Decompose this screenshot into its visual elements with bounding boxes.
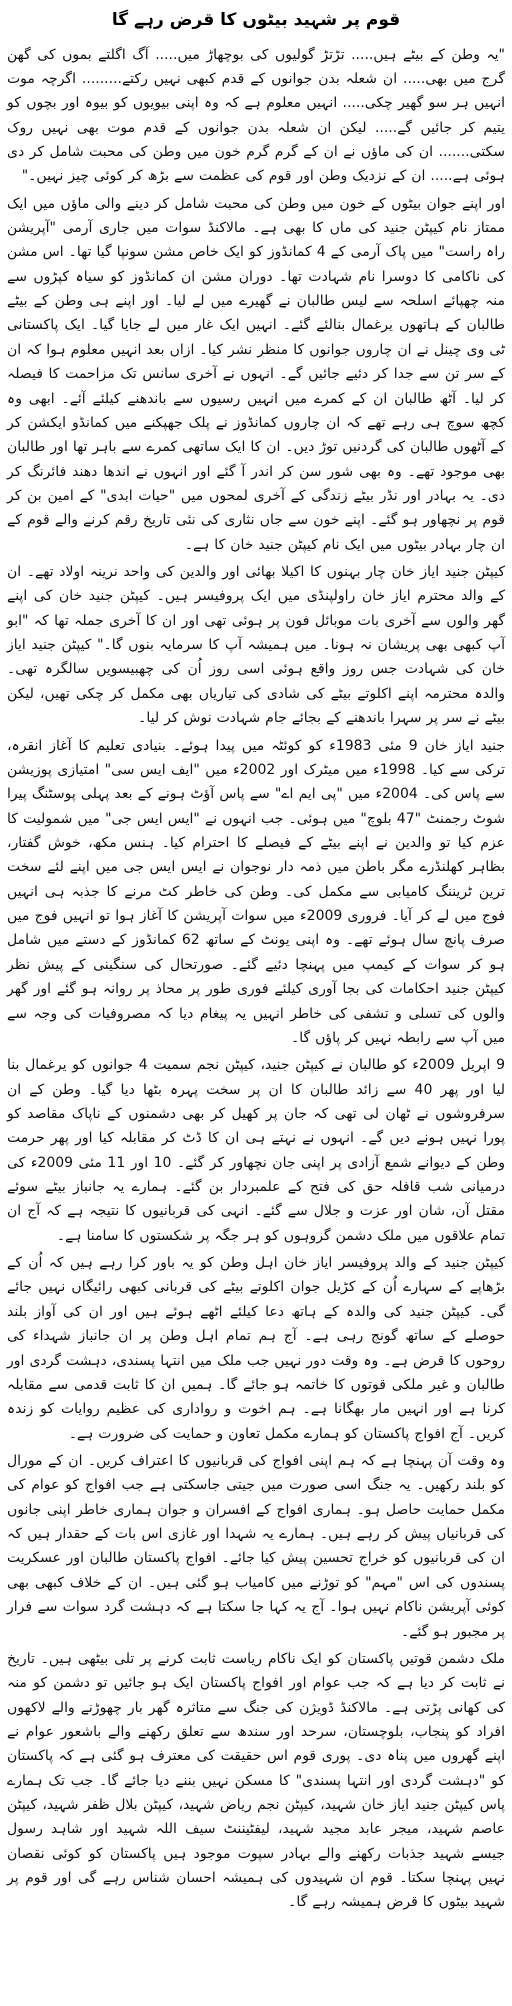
paragraph: 9 اپریل 2009ء کو طالبان نے کیپٹن جنید، کیپٹن نجم سمیت 4 جوانوں کو یرغمال بنا لیا اور پھر 40 سے زائد طالبان کا ان پر سخت پہرہ بٹھا دیا گیا۔ وطن کے ان سرفروشوں نے ٹھان لی تھی کہ جان پر کھیل کر بھی دشمنوں کے ناپاک مقاصد کو پورا نہیں ہونے دیں گے۔ انہوں نے نہتے ہی ان کا ڈٹ کر مقابلہ کیا اور پھر حرمت وطن کے دیوانے شمع آزادی پر اپنی جان نچھاور کر گئے۔ 10 اور 11 مئی 2009ء کی درمیانی شب قافلہ حق کی فتح کے علمبردار بن گئے۔ ہمارے یہ جانباز بیٹے سوئے مقتل آن، شان اور عزت و جلال سے گئے۔ انہی کی قربانیوں کا نتیجہ ہے کہ آج ان تمام علاقوں میں ملک دشمن گروہوں کو ہر جگہ پر شکستوں کا سامنا ہے۔ — [7, 1057, 506, 1244]
paragraph: کیپٹن جنید کے والد پروفیسر ایاز خان اہل وطن کو یہ باور کرا رہے ہیں کہ اُن کے بڑھاپے کے سہارے اُن کے کڑیل جوان اکلوتے بیٹے کی قربانی کبھی رائیگاں نہیں جائے گی۔ کیپٹن جنید کی والدہ کے ہاتھ دعا کیلئے اٹھے ہوئے ہیں اور ان کی آواز بلند حوصلے کے ساتھ گونج رہی ہے۔ آج ہم تمام اہل وطن پر ان جانباز شہداء کی روحوں کا قرض ہے۔ وہ وقت دور نہیں جب ملک میں انتہا پسندی، دہشت گردی اور طالبان و غیر ملکی قوتوں کا خاتمہ ہو جائے گا۔ ہمیں ان کا ثابت قدمی سے مقابلہ کرنا ہے اور انہیں مار بھگانا ہے۔ ہم اخوت و رواداری کی عظیم روایات کو زندہ کریں۔ آج افواج پاکستان کو ہمارے مکمل تعاون و حمایت کی ضرورت ہے۔ — [7, 1255, 505, 1442]
headline: قوم پر شہید بیٹوں کا قرض رہے گا — [111, 10, 401, 30]
paragraph: اور اپنے جوان بیٹوں کے خون میں وطن کی محبت شامل کر دینے والی ماؤں میں ایک ممتاز نام کیپٹن جنید کی ماں کا بھی ہے۔ مالاکنڈ سوات میں جاری آرمی "آپریشن راہ راست" میں پاک آرمی کے 4 کمانڈوز کو ایک خاص مشن سونپا گیا تھا۔ اس مشن کی ناکامی کا دوسرا نام شہادت تھا۔ دوران مشن ان کمانڈوز کو سیاہ کپڑوں سے منہ چھپائے اسلحہ سے لیس طالبان نے گھیرے میں لے لیا۔ اور اپنے ہی وطن کے بیٹے طالبان کے ہاتھوں یرغمال بنالئے گئے۔ انہیں ایک غار میں لے جایا گیا۔ ایک پاکستانی ٹی وی چینل نے ان چاروں جوانوں کا منظر نشر کیا۔ ازاں بعد انہیں معلوم ہوا کہ ان کے سر تن سے جدا کر دئیے جائیں گے۔ انہوں نے آخری سانس تک مزاحمت کا فیصلہ کر لیا۔ آٹھ طالبان ان کے کمرے میں انہیں رسیوں سے باندھنے کیلئے آئے۔ ابھی وہ کچھ سوچ ہی رہے تھے کہ ان چاروں کمانڈوز نے پلک جھپکنے میں کمانڈو ایکشن کر کے آٹھوں طالبان کی گردنیں توڑ دیں۔ ان کا ایک ساتھی کمرے سے باہر تھا اور طالبان بھی موجود تھے۔ وہ بھی شور سن کر اندر آ گئے اور انہوں نے اندھا دھند فائرنگ کر دی۔ یہ بہادر اور نڈر بیٹے زندگی کے آخری لمحوں میں "حیات ابدی" کے امین بن کر قوم پر نچھاور ہو گئے۔ اپنے خون سے جاں نثاری کی نئی تاریخ رقم کرنے والے قوم کے ان چار بہادر بیٹوں میں ایک نام کیپٹن جنید خان کا ہے۔ — [7, 195, 505, 553]
paragraph: کیپٹن جنید ایاز خان چار بہنوں کا اکیلا بھائی اور والدین کی واحد نرینہ اولاد تھے۔ ان کے والد محترم ایاز خان راولپنڈی میں ایک پروفیسر ہیں۔ کیپٹن جنید خان کی اپنے گھر والوں سے آخری بات موبائل فون پر ہوئی تھی اور ان کا آخری جملہ تھا کہ "ابو آپ کبھی بھی پریشان نہ ہونا۔ میں ہمیشہ آپ کا سرمایہ بنوں گا۔" کیپٹن جنید ایاز خان کی شہادت جس روز واقع ہوئی اسی روز اُن کی چھبیسویں سالگرہ تھی۔ والدہ محترمہ اپنے اکلوتے بیٹے کی شادی کی تیاریاں بھی مکمل کر چکی تھیں، لیکن بیٹے نے سر پر سہرا باندھنے کے بجائے جام شہادت نوش کر لیا۔ — [7, 564, 505, 727]
paragraph: جنید ایاز خان 9 مئی 1983ء کو کوئٹہ میں پیدا ہوئے۔ بنیادی تعلیم کا آغاز انقرہ، ترکی سے کیا۔ 1998ء میں میٹرک اور 2002ء میں "ایف ایس سی" امتیازی پوزیشن سے پاس کی۔ 2004ء میں "پی ایم اے" سے پاس آؤٹ ہونے کے بعد پہلی پوسٹنگ پیرا شوٹ رجمنٹ "47 بلوچ" میں ہوئی۔ جب انہوں نے "ایس ایس جی" میں شمولیت کا عزم کیا تو والدین نے اپنے بیٹے کے فیصلے کا احترام کیا۔ ہنس مکھ، خوش گفتار، بظاہر کھلنڈرے مگر باطن میں ذمہ دار نوجوان نے ایس ایس جی میں اپنے لئے سخت ترین ٹریننگ کامیابی سے مکمل کی۔ وطن کی خاطر کٹ مرنے کا جذبہ ہی انہیں فوج میں لے کر آیا۔ فروری 2009ء میں سوات آپریشن کا آغاز ہوا تو انہیں فوج میں صرف پانچ سال ہوئے تھے۔ وہ اپنی یونٹ کے ساتھ 62 کمانڈوز کے دستے میں شامل ہو کر سوات کے کیمپ میں پہنچا دئیے گئے۔ صورتحال کی سنگینی کے پیش نظر کیپٹن جنید احکامات کی بجا آوری کیلئے فوری طور پر محاذ پر روانہ ہو گئے اور گھر والوں کی تسلی و تشفی کی خاطر انہیں یہ پیغام دیا کہ مصروفیات کی وجہ سے میں آپ سے رابطہ نہیں کر پاؤں گا۔ — [7, 737, 506, 1046]
paragraph: وہ وقت آن پہنچا ہے کہ ہم اپنی افواج کی قربانیوں کا اعتراف کریں۔ ان کے مورال کو بلند رکھیں۔ یہ جنگ اسی صورت میں جیتی جاسکتی ہے جب افواج کو عوام کی مکمل حمایت حاصل ہو۔ ہماری افواج کے افسران و جوان ہماری خاطر اپنی جانوں کی قربانیاں پیش کر رہے ہیں۔ ہمارے یہ شہدا اور غازی اس بات کے حقدار ہیں کہ ان کی قربانیوں کو خراج تحسین پیش کیا جائے۔ افواج پاکستان طالبان اور عسکریت پسندوں کی اس "مہم" کو توڑنے میں کامیاب ہو گئی ہیں۔ ان کے خلاف کبھی بھی کوئی آپریشن ناکام نہیں ہوا۔ آج یہ کہا جا سکتا ہے کہ دہشت گرد سوات سے فرار پر مجبور ہو گئے۔ — [7, 1452, 505, 1640]
paragraph: ملک دشمن قوتیں پاکستان کو ایک ناکام ریاست ثابت کرنے پر تلی بیٹھی ہیں۔ تاریخ نے ثابت کر دیا ہے کہ جب عوام اور افواج پاکستان ایک ہو جائیں تو دشمن کو منہ کی کھانی پڑتی ہے۔ مالاکنڈ ڈویژن کی جنگ سے متاثرہ گھر بار چھوڑنے والے لاکھوں افراد کو پنجاب، بلوچستان، سرحد اور سندھ سے تعلق رکھنے والے باشعور عوام نے اپنے گھروں میں پناہ دی۔ پوری قوم اس حقیقت کی معترف ہو گئی ہے کہ پاکستان کو "دہشت گردی اور انتہا پسندی" کا مسکن نہیں بننے دیا جائے گا۔ جب تک ہمارے پاس کیپٹن جنید ایاز خان شہید، کیپٹن نجم ریاض شہید، کیپٹن بلال ظفر شہید، کیپٹن عاصم شہید، میجر عابد مجید شہید، لیفٹیننٹ سیف اللہ شہید اور شاہد رسول جیسے شہید جذبات رکھنے والے بہادر سپوت موجود ہیں پاکستان کو کوئی نقصان نہیں پہنچا سکتا۔ قوم ان شہیدوں کی ہمیشہ احسان شناس رہے گی اور قوم پر شہید بیٹوں کا قرض ہمیشہ رہے گا۔ — [7, 1650, 505, 1911]
paragraph: "یہ وطن کے بیٹے ہیں..... تڑتڑ گولیوں کی بوچھاڑ میں..... آگ اگلتے بموں کی گھن گرج میں بھی..... ان شعلہ بدن جوانوں کے قدم کبھی نہیں رکتے......... اگرچہ موت انہیں ہر سو گھیر چکی..... انہیں معلوم ہے کہ وہ اپنی بیویوں کو بیوہ اور بچوں کو یتیم کر جائیں گے..... لیکن ان شعلہ بدن جوانوں کے قدم موت بھی نہیں روک سکتی....... ان کی ماؤں نے ان کے گرم گرم خون میں وطن کی محبت شامل کر دی ہوئی ہے..... ان کے نزدیک وطن اور قوم کی عظمت سے بڑھ کر کوئی چیز نہیں۔" — [7, 46, 505, 185]
article-body — [7, 43, 505, 1915]
